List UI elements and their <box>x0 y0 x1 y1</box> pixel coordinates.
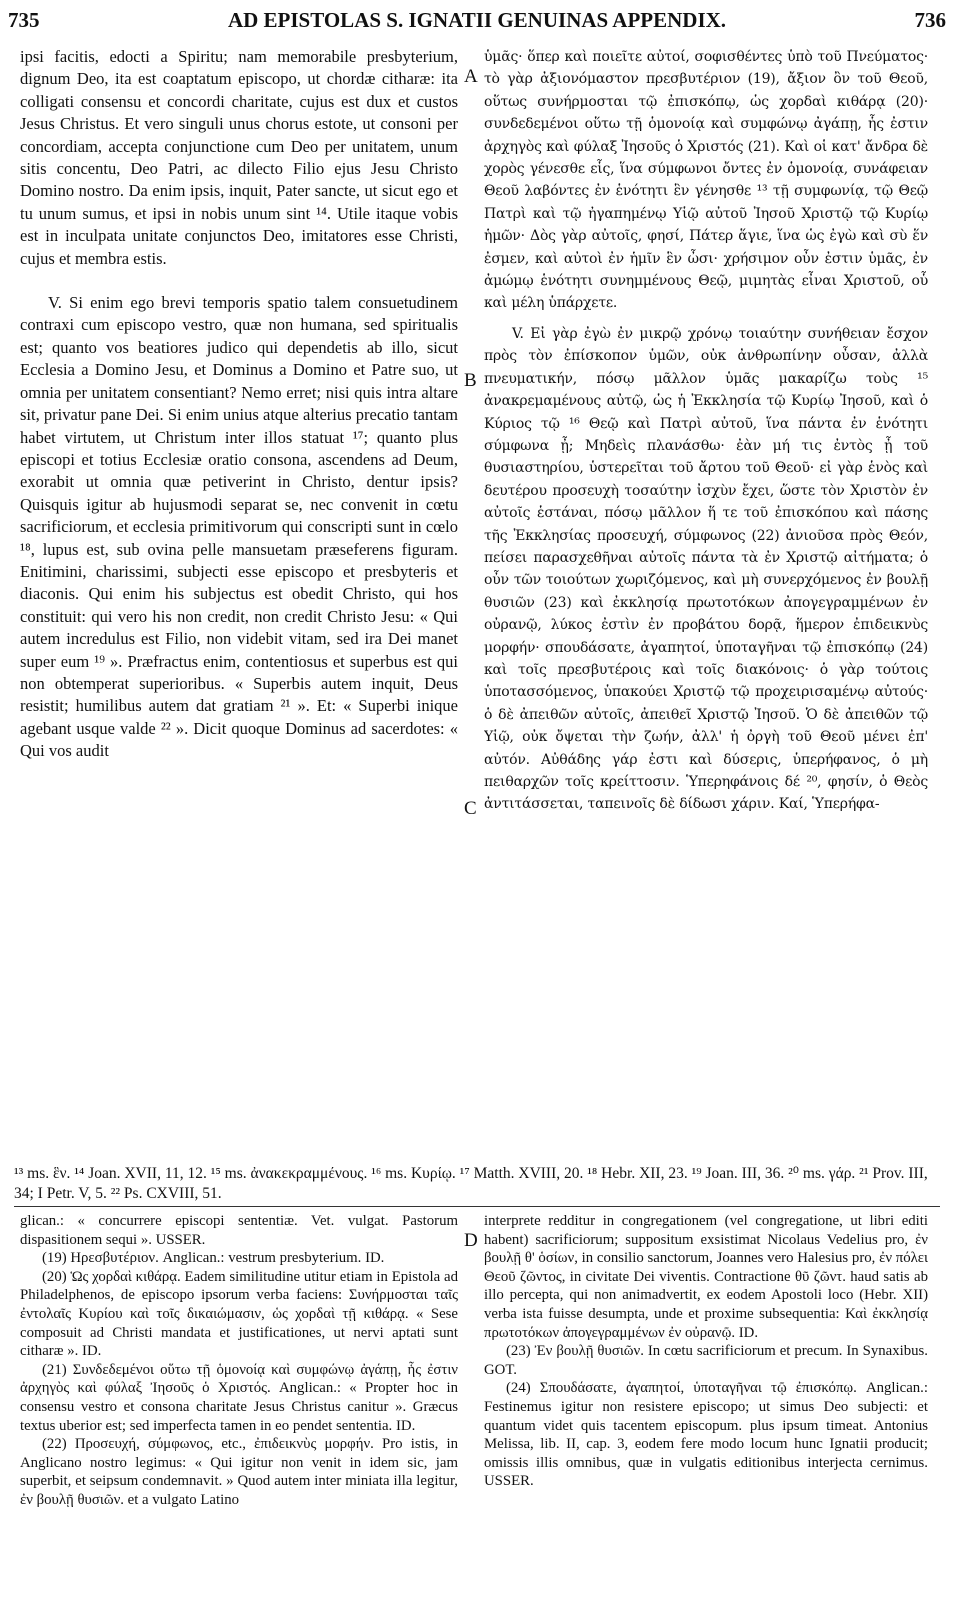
note-22: (22) Προσευχή, σύμφωνος, etc., ἐπιδεικνὺς μορφήν. Pro istis, in Anglicano nostro legimus: « Qui igitur non venit in idem sic, jam superbit, et seipsum condemnavit. » Quod autem inter miniata illa legitur, ἐν βουλῇ θυσιῶν. et a vulgato Latino <box>20 1436 458 1508</box>
latin-paragraph-2: V. Si enim ego brevi temporis spatio talem consuetudinem contraxi cum episcopo vestro, quæ non humana, sed spiritualis est; quanto vos beatiores judico qui dependetis ab illo, sicut Ecclesia a Domino Jesu, et Dominus a Domino et Patre suo, ut omnia per unitatem consentiant? Nemo erret; nisi quis intra altare sit, privatur pane Dei. Si enim unius atque alterius precatio tantam habet virtutem, ut Christum inter illos statuat ¹⁷; quanto plus episcopi et totius Ecclesiæ oratio consona, ascendens ad Deum, exorabit ut omnia quæ petiverint in Christo, dentur ipsis? Quisquis igitur ab hujusmodi separat se, nec convenit in cœtu sacrificiorum, et ecclesia primitivorum qui conscripti sunt in cœlo ¹⁸, lupus est, sub ovina pelle mansuetam præseferens figuram. Enitimini, charissimi, subjecti esse episcopo et presbyteris et diaconis. Qui enim his subjectus est obedit Christo, qui hos constituit: qui vero his non credit, non credit Christo Jesu: « Qui autem incredulus est Filio, non videbit vitam, sed ira Dei manet super eum ¹⁹ ». Præfractus enim, contentiosus et superbus est qui non obtemperat superioribus. « Superbis autem inquit, Deus resistit; humilibus autem dat gratiam ²¹ ». Et: « Superbi inique agebant usque valde ²² ». Dicit quoque Dominus ad sacerdotes: « Qui vos audit <box>20 293 458 761</box>
margin-marker-d: D <box>464 1230 478 1251</box>
latin-column <box>20 46 458 1158</box>
divider-rule <box>14 1206 940 1207</box>
notes-right-column <box>484 1212 928 1602</box>
note-23: (23) Ἐν βουλῇ θυσιῶν. In cœtu sacrificiorum et precum. In Synaxibus. GOT. <box>484 1343 928 1378</box>
note-continued: glican.: « concurrere episcopi sententiæ. Vet. vulgat. Pastorum dispasitionem sequi ». USSER. <box>20 1213 458 1248</box>
page-number-right: 736 <box>914 8 946 32</box>
latin-paragraph-1: ipsi facitis, edocti a Spiritu; nam memorabile presbyterium, dignum Deo, ita est coaptatum episcopo, ut chordæ citharæ: ita colligati consensu et concordi charitate, cujus est dux et custos Jesus Christus. Et vero singuli unus chorus estote, ut consoni per concordiam, accepta conjunctione cum Deo per unitatem, unum sitis concentu, Deo Patri, ac dilecto Filio ejus Jesu Christo Domino nostro. Da enim ipsis, inquit, Pater sancte, ut sicut ego et tu unum sumus, et ipsi in nobis unum sint ¹⁴. Utile itaque vobis est in inculpata unitate conjunctos Deo, imitatores esse Christi, cujus et membra estis. <box>20 47 458 268</box>
note-20: (20) Ὡς χορδαὶ κιθάρᾳ. Eadem similitudine utitur etiam in Epistola ad Philadelphenos, de episcopo ipsorum verba faciens: Συνήρμοσται ταῖς ἐντολαῖς Κυρίου καὶ τοῖς δικαιώμασιν, ὡς χορδαὶ τῇ κιθάρᾳ. « Sese composuit ad Christi mandata et justificationes, ut nervi aptati sunt citharæ ». ID. <box>20 1268 458 1360</box>
greek-paragraph-2: V. Εἰ γὰρ ἐγὼ ἐν μικρῷ χρόνῳ τοιαύτην συνήθειαν ἔσχον πρὸς τὸν ἐπίσκοπον ὑμῶν, οὐκ ἀνθρωπίνην οὖσαν, ἀλλὰ πνευματικήν, πόσῳ μᾶλλον ὑμᾶς μακαρίζω τοὺς ¹⁵ ἀνακρεμαμένους αὐτῷ, ὡς ἡ Ἐκκλησία τῷ Κυρίῳ Ἰησοῦ, καὶ ὁ Κύριος τῷ ¹⁶ Θεῷ καὶ Πατρὶ αὐτοῦ, ἵνα πάντα ἐν ἑνότητι σύμφωνα ᾖ; Μηδεὶς πλανάσθω· ἐὰν μή τις ἐντὸς ᾖ τοῦ θυσιαστηρίου, ὑστερεῖται τοῦ ἄρτου τοῦ Θεοῦ· εἰ γὰρ ἑνὸς καὶ δευτέρου προσευχὴ τοσαύτην ἰσχὺν ἔχει, ὥστε τὸν Χριστὸν ἐν αὐτοῖς ἑστάναι, πόσῳ μᾶλλον ἥ τε τοῦ ἐπισκόπου καὶ πάσης τῆς Ἐκκλησίας προσευχή, σύμφωνος (22) ἀνιοῦσα πρὸς Θεόν, πείσει παρασχεθῆναι αὐτοῖς πάντα τὰ ἐν Χριστῷ αἰτήματα; ὁ οὖν τῶν τοιούτων χωριζόμενος, καὶ μὴ συνερχόμενος ἐν βουλῇ θυσιῶν (23) καὶ ἐκκλησίᾳ πρωτοτόκων ἀπογεγραμμένων ἐν οὐρανῷ, λύκος ἐστὶν ἐν προβάτου δορᾷ, ἥμερον ἐπιδεικνὺς μορφήν· σπουδάσατε, ἀγαπητοί, ὑποταγῆναι τῷ ἐπισκόπῳ (24) καὶ τοῖς πρεσβυτέροις καὶ τοῖς διακόνοις· ὁ γὰρ τούτοις ὑποτασσόμενος, ὑπακούει Χριστῷ τῷ προχειρισαμένῳ αὐτούς· ὁ δὲ ἀπειθῶν αὐτοῖς, ἀπειθεῖ Χριστῷ Ἰησοῦ. Ὁ δὲ ἀπειθῶν τῷ Υἱῷ, οὐκ ὄψεται τὴν ζωήν, ἀλλ' ἡ ὀργὴ τοῦ Θεοῦ μένει ἐπ' αὐτόν. Αὐθάδης γάρ ἐστι καὶ δύσερις, ὑπερήφανος, ὁ μὴ πειθαρχῶν τοῖς κρείττοσιν. Ὑπερηφάνοις δέ ²⁰, φησίν, ὁ Θεὸς ἀντιτάσσεται, ταπεινοῖς δὲ δίδωσι χάριν. Καί, Ὑπερήφα- <box>484 325 928 813</box>
greek-paragraph-1: ὑμᾶς· ὅπερ καὶ ποιεῖτε αὐτοί, σοφισθέντες ὑπὸ τοῦ Πνεύματος· τὸ γὰρ ἀξιονόμαστον πρεσβυτέριον (19), ἄξιον ὂν τοῦ Θεοῦ, οὕτως συνήρμοσται τῷ ἐπισκόπῳ, ὡς χορδαὶ κιθάρᾳ (20)· συνδεδεμένοι οὕτω τῇ ὁμονοίᾳ καὶ συμφώνῳ ἀγάπῃ, ἧς ἐστιν ἀρχηγὸς καὶ φύλαξ Ἰησοῦς ὁ Χριστός (21). Καὶ οἱ κατ' ἄνδρα δὲ χορὸς γένεσθε εἷς, ἵνα σύμφωνοι ὄντες ἐν ὁμονοίᾳ, συνάφειαν Θεοῦ λαβόντες ἐν ἑνότητι ἓν γένησθε ¹³ τῇ συμφωνίᾳ, τῷ Θεῷ Πατρὶ καὶ τῷ ἠγαπημένῳ Υἱῷ αὐτοῦ Ἰησοῦ Χριστῷ τῷ Κυρίῳ ἡμῶν· Δὸς γὰρ αὐτοῖς, φησί, Πάτερ ἅγιε, ἵνα ὡς ἐγὼ καὶ σὺ ἕν ἐσμεν, καὶ αὐτοὶ ἐν ἡμῖν ἓν ὦσι· χρήσιμον οὖν ἐστιν ὑμᾶς, ἐν ἀμώμῳ ἑνότητι συνημμένους Θεῷ, μιμητὰς εἶναι Χριστοῦ, οὗ καὶ μέλη ὑπάρχετε. <box>484 49 928 312</box>
page-number-left: 735 <box>8 8 40 32</box>
running-title: AD EPISTOLAS S. IGNATII GENUINAS APPENDIX. <box>227 8 727 32</box>
page-header <box>8 8 946 38</box>
notes-left-column <box>20 1212 458 1602</box>
margin-marker-b: B <box>464 370 477 391</box>
note-19: (19) Ηρεσβυτέριον. Anglican.: vestrum presbyterium. ID. <box>42 1250 385 1267</box>
note-21: (21) Συνδεδεμένοι οὕτω τῇ ὁμονοίᾳ καὶ συμφώνῳ ἀγάπῃ, ἧς ἐστιν ἀρχηγὸς καὶ φύλαξ Ἰησοῦς ὁ Χριστός. Anglican.: « Propter hoc in consensu vestro et consona charitate Jesus Christus canitur ». Græcus textus uberior est; sed imperfecta tamen in eo pendet sententia. ID. <box>20 1361 458 1434</box>
greek-column <box>484 46 928 1158</box>
margin-marker-c: C <box>464 798 477 819</box>
note-continued-right: interprete redditur in congregationem (vel congregatione, ut libri editi habent) sacrificiorum; suppositum exsistimat Nicolaus Vedelius pro, ἐν βουλῇ θ' ὁσίων, in consilio sanctorum, Joannes vero Halesius pro, ἐν πόλει Θεοῦ ζῶντος, in civitate Dei viventis. Contractione θῦ ζῶντ. haud satis ab illo percepta, qui non animadvertit, ex eodem Apostoli loco (Hebr. XII) verba ista fuisse desumpta, unde et proxime subsequentia: Καὶ ἐκκλησίᾳ πρωτοτόκων ἀπογεγραμμένων ἐν οὐρανῷ. ID. <box>484 1213 928 1341</box>
footnotes: ¹³ ms. ἓν. ¹⁴ Joan. XVII, 11, 12. ¹⁵ ms. ἀνακεκραμμένους. ¹⁶ ms. Κυρίῳ. ¹⁷ Matth. XVIII, 20. ¹⁸ Hebr. XII, 23. ¹⁹ Joan. III, 36. ²⁰ ms. γάρ. ²¹ Prov. III, 34; I Petr. V, 5. ²² Ps. CXVIII, 51. <box>14 1165 928 1202</box>
margin-marker-a: A <box>464 66 478 87</box>
note-24: (24) Σπουδάσατε, ἀγαπητοί, ὑποταγῆναι τῷ ἐπισκόπῳ. Anglican.: Festinemus igitur non resistere episcopo; ut simus Deo subjecti: et quantum videt quis tacentem episcopum. plus ipsum timeat. Antonius Melissa, lib. II, cap. 3, eodem fere modo locum hunc Ignatii producit; omissis illis omnibus, quæ in vulgatis editionibus interjecta cernimus. USSER. <box>484 1380 928 1490</box>
